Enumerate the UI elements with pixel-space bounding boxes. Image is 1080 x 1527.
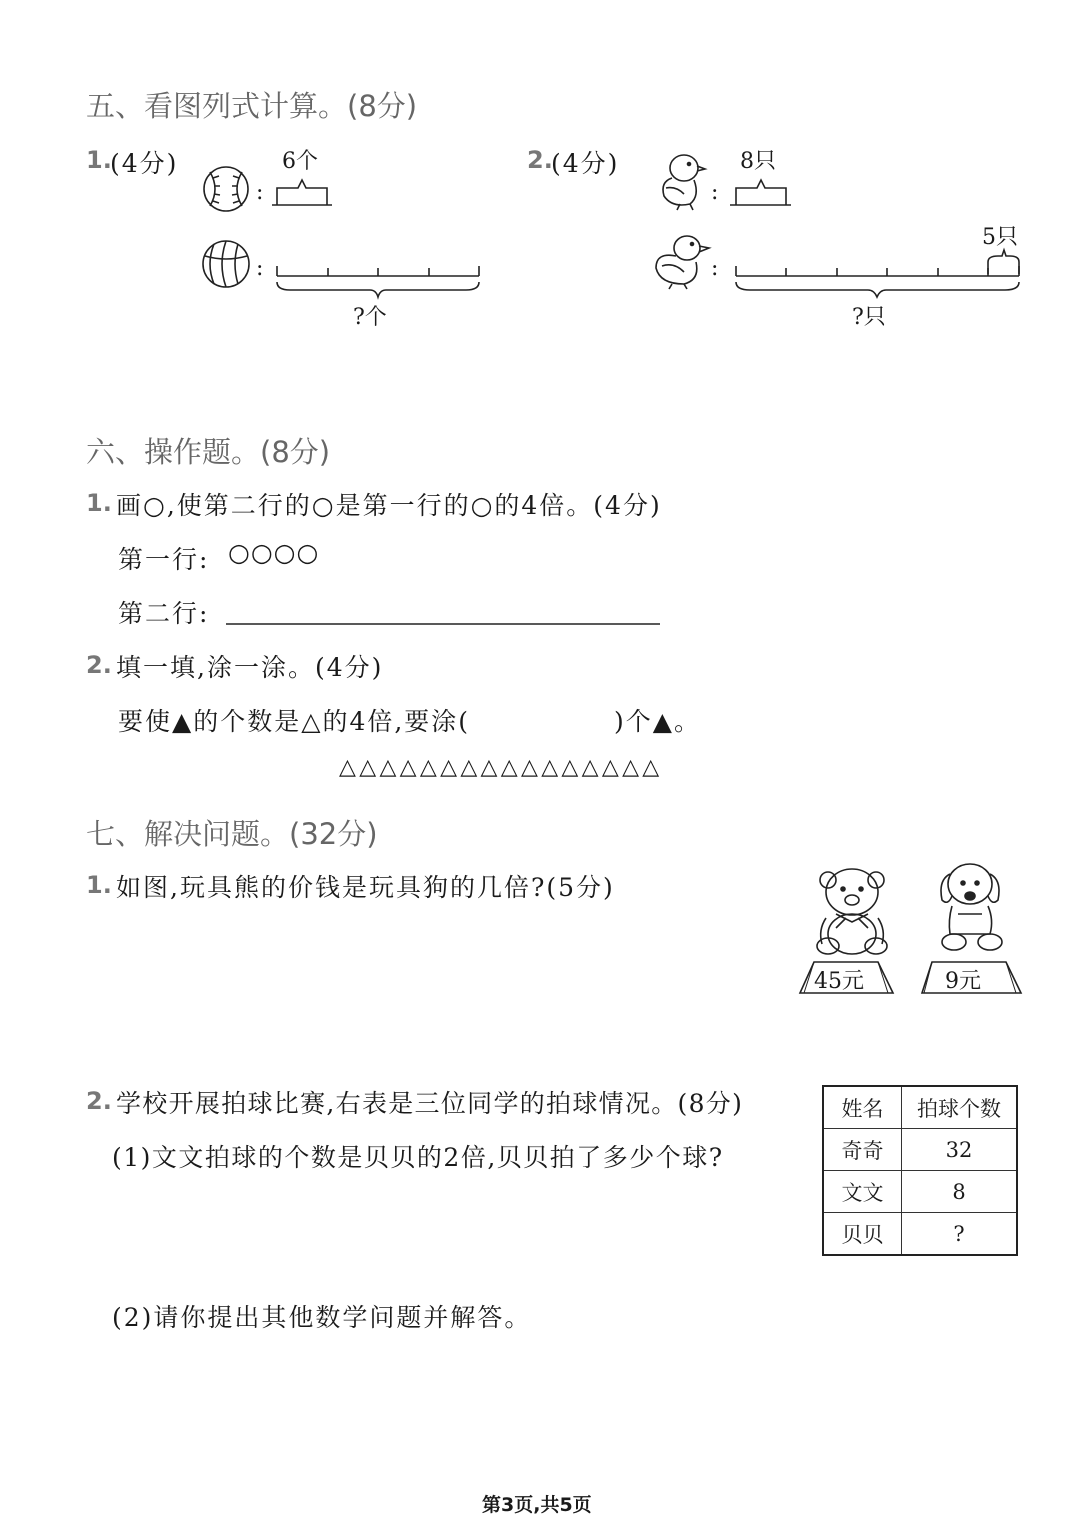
top-bracket-1 <box>272 180 332 205</box>
question-7-1-text: 如图,玩具熊的价钱是玩具狗的几倍?(5分) <box>116 873 615 902</box>
chick-icon <box>663 155 705 210</box>
triangle-row[interactable]: △△△△△△△△△△△△△△△△ <box>339 755 663 780</box>
section-7-title: 七、解决问题。(32分) <box>86 817 378 851</box>
fill-blank-slot[interactable] <box>546 700 612 732</box>
fill-blank-suffix: )个▲。 <box>614 707 701 736</box>
table-row <box>823 1171 1017 1213</box>
question-6-2-text: 填一填,涂一涂。(4分) <box>116 653 384 682</box>
teddy-bear-icon <box>817 869 887 954</box>
table-cell: 奇奇 <box>823 1129 902 1171</box>
row1-circles: ○○○○ <box>228 538 320 567</box>
table-cell: 32 <box>902 1129 1018 1171</box>
problem-5-2-points: (4分) <box>551 149 620 178</box>
sub-question-1: (1)文文拍球的个数是贝贝的2倍,贝贝拍了多少个球? <box>112 1143 724 1172</box>
toy-dog-icon <box>941 864 1002 950</box>
top-bracket-label-1: 6个 <box>282 149 318 174</box>
table-cell: 文文 <box>823 1171 902 1213</box>
colon: : <box>711 256 719 281</box>
top-bracket-2 <box>730 180 791 205</box>
colon: : <box>256 180 264 205</box>
question-6-2-number: 2. <box>86 651 112 679</box>
extra-segment-label: 5只 <box>982 225 1018 250</box>
row1-label: 第一行: <box>118 545 210 574</box>
colon: : <box>256 256 264 281</box>
dog-price: 9元 <box>945 969 981 994</box>
question-7-1-number: 1. <box>86 871 112 899</box>
section-5-title: 五、看图列式计算。(8分) <box>86 89 418 123</box>
table-row <box>823 1213 1017 1256</box>
duck-icon <box>656 236 709 289</box>
fill-blank-prefix: 要使▲的个数是△的4倍,要涂( <box>118 707 471 736</box>
problem-5-1-points: (4分) <box>110 149 179 178</box>
problem-5-1-number: 1. <box>86 146 112 174</box>
section-6-title: 六、操作题。(8分) <box>86 435 331 469</box>
question-6-1-text: 画○,使第二行的○是第一行的○的4倍。(4分) <box>116 491 662 520</box>
table-header-row <box>823 1086 1017 1129</box>
question-6-1-number: 1. <box>86 489 112 517</box>
ball-count-table <box>822 1085 1018 1256</box>
sub-question-2: (2)请你提出其他数学问题并解答。 <box>112 1303 532 1332</box>
bear-price: 45元 <box>814 969 864 994</box>
question-7-2-text: 学校开展拍球比赛,右表是三位同学的拍球情况。(8分) <box>116 1089 744 1118</box>
bottom-brace-label-2: ?只 <box>852 305 886 330</box>
table-header-cell: 姓名 <box>823 1086 902 1129</box>
bottom-brace-label-1: ?个 <box>353 305 387 330</box>
beach-ball-icon <box>203 241 249 287</box>
table-row <box>823 1129 1017 1171</box>
number-line-1 <box>277 266 479 297</box>
table-cell: ? <box>902 1213 1018 1256</box>
colon: : <box>711 180 719 205</box>
page-footer: 第3页,共5页 <box>482 1494 592 1516</box>
table-cell: 贝贝 <box>823 1213 902 1256</box>
table-header-cell: 拍球个数 <box>902 1086 1018 1129</box>
table-cell: 8 <box>902 1171 1018 1213</box>
question-7-2-number: 2. <box>86 1087 112 1115</box>
row2-label[interactable]: 第二行: <box>118 599 210 628</box>
problem-5-2-number: 2. <box>527 146 553 174</box>
number-line-2 <box>736 250 1019 297</box>
top-bracket-label-2: 8只 <box>740 149 776 174</box>
baseball-icon <box>204 167 248 211</box>
